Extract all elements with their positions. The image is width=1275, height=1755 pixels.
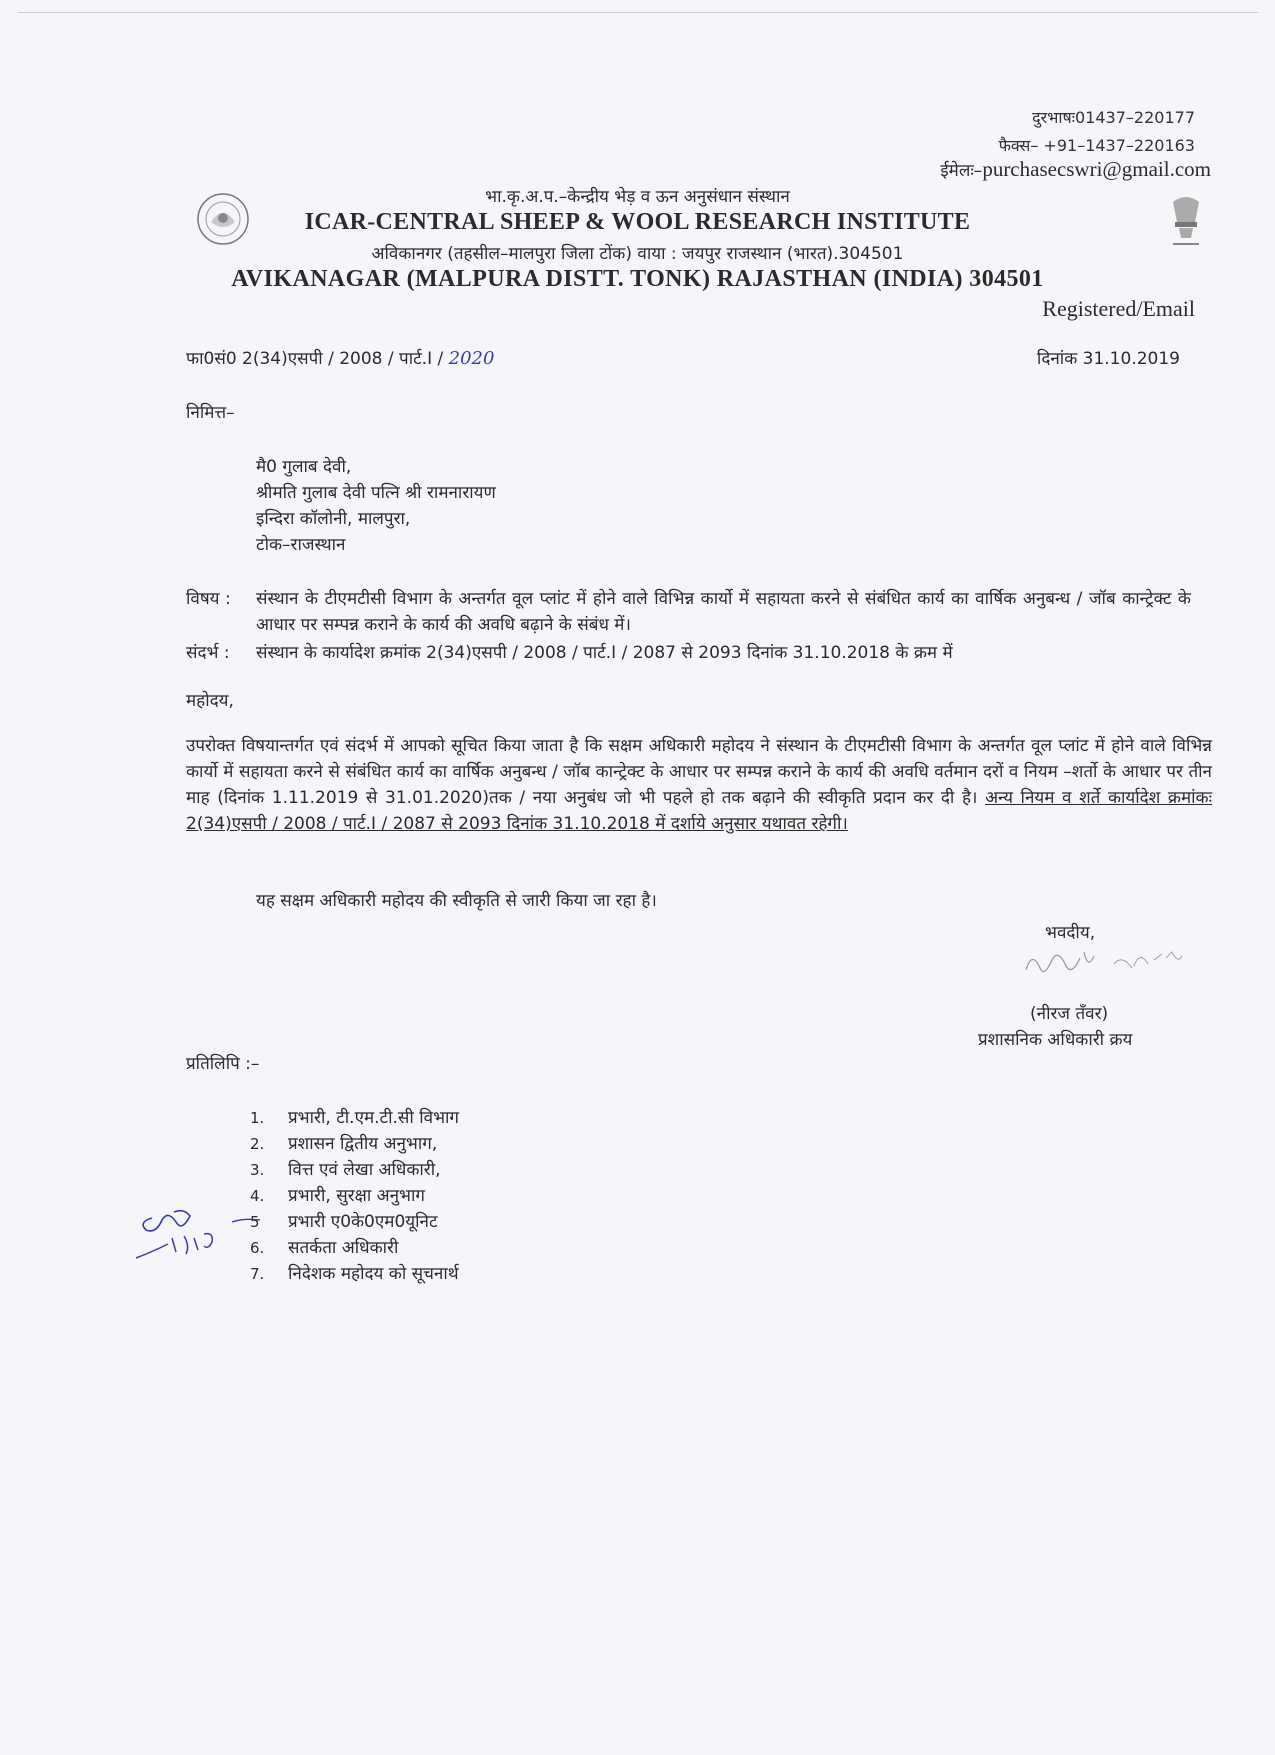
list-item-number: 5 (250, 1213, 260, 1231)
subject-label: विषय : (186, 589, 231, 609)
body-main-text: उपरोक्त विषयान्तर्गत एवं संदर्भ में आपको सूचित किया जाता है कि सक्षम अधिकारी महोदय ने संस्थान के टीएमटीसी विभाग के अन्तर्गत वूल प्लांट में होने वाले विभिन्न कार्यो में सहायता करने से संबंधित कार्य का वार्षिक अनुबन्ध / जॉब कान्ट्रेक्ट के आधार पर सम्पन्न कराने के कार्य की अवधि वर्तमान दरों व नियम –शर्तो के आधार पर तीन माह (दिनांक 1.11.2019 से 31.01.2020)तक / नया अनुबंध जो भी पहले हो तक बढ़ाने की स्वीकृति प्रदान कर दी है। (186, 736, 1212, 808)
handwritten-signature (1022, 930, 1202, 1000)
phone-line: दुरभाषः01437–220177 (1032, 108, 1195, 127)
letter-date: दिनांक 31.10.2019 (1036, 349, 1180, 369)
signatory-name: (नीरज तँवर) (1030, 1004, 1109, 1024)
signatory-designation: प्रशासनिक अधिकारी क्रय (978, 1030, 1133, 1050)
list-item-number: 2. (250, 1135, 265, 1153)
subject-block (186, 586, 1191, 638)
list-item (250, 1157, 459, 1183)
list-item-text: निदेशक महोदय को सूचनार्थ (288, 1264, 459, 1284)
list-item (250, 1105, 459, 1131)
yours-faithfully: भवदीय, (1045, 923, 1096, 943)
email-line (940, 157, 1211, 182)
list-item-number: 3. (250, 1161, 265, 1179)
handwritten-initials (132, 1198, 282, 1278)
address-hindi: अविकानगर (तहसील–मालपुरा जिला टोंक) वाया : जयपुर राजस्थान (भारत).304501 (371, 244, 904, 264)
list-item-text: प्रभारी ए0के0एम0यूनिट (288, 1212, 438, 1232)
address-english: AVIKANAGAR (MALPURA DISTT. TONK) RAJASTHAN (INDIA) 304501 (231, 266, 1044, 292)
list-item-number: 1. (250, 1109, 265, 1127)
body-paragraph (186, 733, 1212, 837)
list-item-number: 4. (250, 1187, 265, 1205)
closing-line: यह सक्षम अधिकारी महोदय की स्वीकृति से जारी किया जा रहा है। (256, 891, 657, 911)
addressee-line: श्रीमति गुलाब देवी पत्नि श्री रामनारायण (256, 483, 496, 503)
file-number-handwritten: 2020 (448, 348, 495, 369)
file-number (186, 346, 494, 369)
institute-name-hindi: भा.कृ.अ.प.–केन्द्रीय भेड़ व ऊन अनुसंधान संस्थान (485, 187, 790, 207)
reference-block (186, 640, 1191, 663)
addressee-block (256, 454, 496, 558)
delivery-mode: Registered/Email (1042, 296, 1195, 321)
list-item-number: 6. (250, 1239, 265, 1257)
institute-name-english: ICAR-CENTRAL SHEEP & WOOL RESEARCH INSTITUTE (304, 209, 971, 235)
page-edge-line (18, 12, 1258, 13)
addressee-line: टोक–राजस्थान (256, 535, 346, 555)
fax-line: फैक्स– +91–1437–220163 (998, 136, 1195, 155)
file-number-text: फा0सं0 2(34)एसपी / 2008 / पार्ट.I / (186, 349, 444, 369)
copy-to-label: प्रतिलिपि :– (186, 1054, 260, 1074)
list-item (250, 1131, 459, 1157)
list-item-text: प्रभारी, टी.एम.टी.सी विभाग (288, 1108, 459, 1128)
addressee-line: इन्दिरा कॉलोनी, मालपुरा, (256, 509, 411, 529)
list-item-text: प्रभारी, सुरक्षा अनुभाग (288, 1186, 425, 1206)
list-item-text: वित्त एवं लेखा अधिकारी, (288, 1160, 441, 1180)
icar-seal-icon (196, 192, 250, 246)
reference-text: संस्थान के कार्यादेश क्रमांक 2(34)एसपी / 2008 / पार्ट.I / 2087 से 2093 दिनांक 31.10.2018 के क्रम में (256, 643, 953, 663)
salutation: महोदय, (186, 691, 234, 711)
list-item-number: 7. (250, 1265, 265, 1283)
to-label: निमित्त– (186, 403, 235, 423)
addressee-line: मै0 गुलाब देवी, (256, 457, 352, 477)
reference-label: संदर्भ : (186, 643, 230, 663)
email-label: ईमेलः– (940, 161, 983, 181)
list-item-text: सतर्कता अधिकारी (288, 1238, 399, 1258)
subject-text: संस्थान के टीएमटीसी विभाग के अन्तर्गत वूल प्लांट में होने वाले विभिन्न कार्यो में सहायता करने से संबंधित कार्य का वार्षिक अनुबन्ध / जॉब कान्ट्रेक्ट के आधार पर सम्पन्न कराने के कार्य की अवधि बढ़ाने के संबंध में। (256, 589, 1191, 635)
email-address[interactable]: purchasecswri@gmail.com (982, 157, 1211, 181)
body-underlined-text: अन्य नियम व शर्ते कार्यादेश क्रमांकः 2(34)एसपी / 2008 / पार्ट.I / 2087 से 2093 दिनांक 31.10.2018 में दर्शाये अनुसार यथावत रहेगी। (186, 788, 1213, 834)
list-item-text: प्रशासन द्वितीय अनुभाग, (288, 1134, 438, 1154)
ashoka-emblem-icon (1165, 192, 1207, 250)
